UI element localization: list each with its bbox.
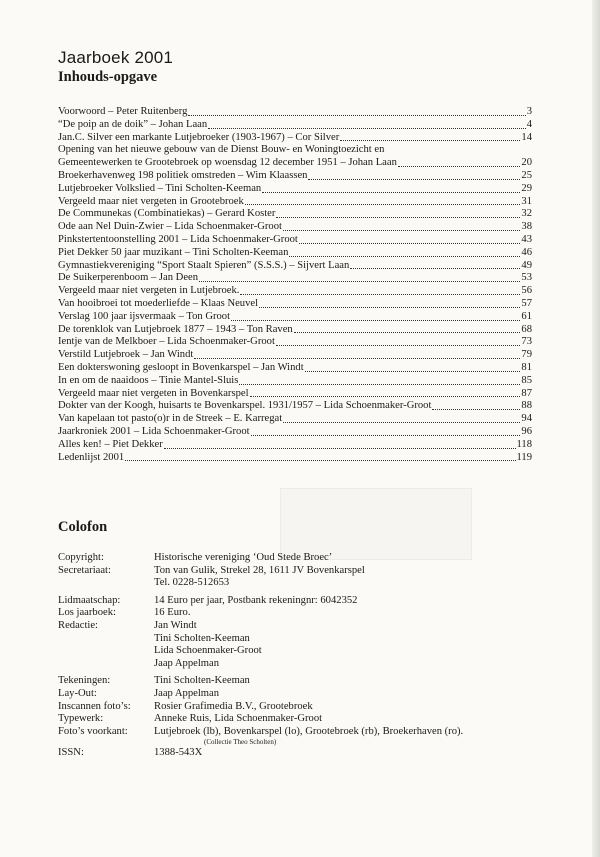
toc-dot-leader bbox=[259, 307, 520, 308]
toc-entry bbox=[58, 388, 532, 401]
colofon-label: Secretariaat: bbox=[58, 564, 111, 576]
toc-entry-title: Jaarkroniek 2001 – Lida Schoenmaker-Groot bbox=[58, 425, 250, 437]
toc-entry-title: Vergeeld maar niet vergeten in Grootebroek bbox=[58, 195, 244, 207]
toc-entry-page: 4 bbox=[526, 118, 532, 130]
toc-dot-leader bbox=[251, 435, 521, 436]
toc-entry bbox=[58, 221, 532, 234]
toc-entry bbox=[58, 106, 532, 119]
colofon-row bbox=[58, 726, 538, 748]
colofon-value-line: Rosier Grafimedia B.V., Grootebroek bbox=[154, 700, 313, 712]
toc-entry-page: 49 bbox=[521, 259, 532, 271]
toc-dot-leader bbox=[276, 345, 521, 346]
toc-entry-title: Alles ken! – Piet Dekker bbox=[58, 438, 163, 450]
toc-entry bbox=[58, 234, 532, 247]
colofon-value-line: Historische vereniging ‘Oud Stede Broec’ bbox=[154, 552, 333, 563]
toc-entry-title: Van kapelaan tot pasto(o)r in de Streek – E. Karregat bbox=[58, 413, 283, 425]
toc-entry bbox=[58, 298, 532, 311]
toc-dot-leader bbox=[239, 384, 520, 385]
toc-dot-leader bbox=[164, 448, 516, 449]
colofon-value-line: 14 Euro per jaar, Postbank rekeningnr: 6042352 bbox=[154, 594, 358, 606]
toc-entry-title: Ode aan Nel Duin-Zwier – Lida Schoenmaker-Groot bbox=[58, 221, 282, 233]
toc-entry-page: 88 bbox=[521, 400, 532, 412]
toc-dot-leader bbox=[262, 192, 520, 193]
colofon-row bbox=[58, 747, 538, 760]
toc-entry-title: In en om de naaidoos – Tinie Mantel-Sluis bbox=[58, 374, 239, 386]
toc-entry-title: Voorwoord – Peter Ruitenberg bbox=[58, 106, 188, 117]
colofon-value-line: Lutjebroek (lb), Bovenkarspel (lo), Grootebroek (rb), Broekerhaven (ro). bbox=[154, 725, 464, 737]
toc-entry bbox=[58, 119, 532, 132]
toc-entry bbox=[58, 196, 532, 209]
toc-entry bbox=[58, 272, 532, 285]
toc-dot-leader bbox=[283, 230, 520, 231]
colofon-value bbox=[154, 565, 538, 590]
toc-entry-page: 85 bbox=[521, 374, 532, 386]
toc-entry-page: 38 bbox=[521, 221, 532, 233]
colofon-note: (Collectie Theo Scholten) bbox=[204, 738, 277, 747]
toc-entry-title: Gymnastiekvereniging “Sport Staalt Spieren” (S.S.S.) – Sijvert Laan bbox=[58, 259, 350, 271]
toc-entry-page: 29 bbox=[521, 182, 532, 194]
colofon-row bbox=[58, 713, 538, 726]
toc-entry-title: De torenklok van Lutjebroek 1877 – 1943 – Ton Raven bbox=[58, 323, 293, 335]
toc-entry-page: 3 bbox=[526, 106, 532, 117]
toc-dot-leader bbox=[350, 268, 520, 269]
colofon-value bbox=[154, 688, 538, 701]
colofon-value bbox=[154, 675, 538, 688]
colofon-value-line: Jan Windt bbox=[154, 619, 197, 631]
colofon-value bbox=[154, 595, 538, 608]
colofon-value bbox=[154, 620, 538, 670]
colofon-value-line: Lida Schoenmaker-Groot bbox=[154, 645, 262, 657]
toc-entry-page: 20 bbox=[521, 157, 532, 169]
toc-dot-leader bbox=[305, 371, 521, 372]
toc-entry-title: Jan.C. Silver een markante Lutjebroeker (1903-1967) – Cor Silver bbox=[58, 131, 340, 143]
colofon-label: Los jaarboek: bbox=[58, 607, 116, 619]
colofon-label: ISSN: bbox=[58, 747, 84, 759]
toc-entry-page: 81 bbox=[521, 361, 532, 373]
colofon-row bbox=[58, 552, 538, 565]
toc-entry-first-line: Opening van het nieuwe gebouw van de Dienst Bouw- en Woningtoezicht en bbox=[58, 144, 385, 156]
toc-entry bbox=[58, 426, 532, 439]
colofon-label: Typewerk: bbox=[58, 713, 104, 725]
toc-dot-leader bbox=[250, 396, 521, 397]
toc-entry-title: Verstild Lutjebroek – Jan Windt bbox=[58, 349, 194, 361]
toc-entry bbox=[58, 324, 532, 337]
toc-entry-title: Van hooibroei tot moederliefde – Klaas Neuvel bbox=[58, 297, 259, 309]
toc-dot-leader bbox=[432, 409, 520, 410]
colofon-label: Foto’s voorkant: bbox=[58, 725, 128, 737]
toc-entry bbox=[58, 247, 532, 260]
toc-entry bbox=[58, 132, 532, 145]
page-title: Jaarboek 2001 bbox=[58, 48, 174, 67]
colofon-value bbox=[154, 726, 538, 748]
toc-entry-title: Vergeeld maar niet vergeten in Lutjebroek. bbox=[58, 285, 240, 297]
colofon-block bbox=[58, 552, 538, 760]
toc-entry-page: 57 bbox=[521, 297, 532, 309]
colofon-row bbox=[58, 675, 538, 688]
toc-entry-title: Vergeeld maar niet vergeten in Bovenkarspel bbox=[58, 387, 249, 399]
toc-dot-leader bbox=[199, 281, 520, 282]
toc-dot-leader bbox=[240, 294, 520, 295]
toc-entry-title: Piet Dekker 50 jaar muzikant – Tini Scholten-Keeman bbox=[58, 246, 289, 258]
toc-dot-leader bbox=[398, 166, 521, 167]
colofon-value bbox=[154, 552, 538, 565]
colofon-row bbox=[58, 688, 538, 701]
toc-entry bbox=[58, 349, 532, 362]
toc-dot-leader bbox=[125, 460, 515, 461]
colofon-value-line: Ton van Gulik, Strekel 28, 1611 JV Bovenkarspel bbox=[154, 564, 365, 576]
colofon-value-line: Jaap Appelman bbox=[154, 657, 220, 669]
toc-entry bbox=[58, 336, 532, 349]
colofon-label: Redactie: bbox=[58, 619, 99, 631]
toc-dot-leader bbox=[194, 358, 520, 359]
toc-entry-title: Dokter van der Koogh, huisarts te Bovenkarspel. 1931/1957 – Lida Schoenmaker-Groot bbox=[58, 400, 432, 412]
toc-entry-page: 53 bbox=[521, 272, 532, 284]
colofon-value bbox=[154, 701, 538, 714]
toc-dot-leader bbox=[231, 320, 520, 321]
toc-entry-title: De Communekas (Combinatiekas) – Gerard Koster bbox=[58, 208, 276, 220]
toc-entry-title: Ledenlijst 2001 bbox=[58, 451, 125, 463]
toc-entry bbox=[58, 413, 532, 426]
toc-entry-title: Ientje van de Melkboer – Lida Schoenmaker-Groot bbox=[58, 336, 275, 348]
colofon-value-line: Jaap Appelman bbox=[154, 687, 220, 699]
toc-entry-page: 87 bbox=[521, 387, 532, 399]
toc-dot-leader bbox=[294, 332, 521, 333]
colofon-row bbox=[58, 607, 538, 620]
toc-dot-leader bbox=[289, 256, 520, 257]
toc-entry-title: De Suikerperenboom – Jan Deen bbox=[58, 272, 199, 284]
colofon-label: Lay-Out: bbox=[58, 687, 97, 699]
colofon-row bbox=[58, 595, 538, 608]
colofon-value bbox=[154, 713, 538, 726]
colofon-label: Inscannen foto’s: bbox=[58, 700, 131, 712]
toc-entry-page: 119 bbox=[516, 451, 532, 463]
toc-entry-page: 61 bbox=[521, 310, 532, 322]
colofon-value-line: 1388-543X bbox=[154, 747, 203, 759]
colofon-label: Copyright: bbox=[58, 552, 104, 563]
toc-dot-leader bbox=[299, 243, 521, 244]
toc-entry-page: 31 bbox=[521, 195, 532, 207]
toc-entry bbox=[58, 183, 532, 196]
toc-dot-leader bbox=[245, 204, 521, 205]
colofon-label: Lidmaatschap: bbox=[58, 594, 121, 606]
toc-entry bbox=[58, 439, 532, 452]
toc-entry-page: 56 bbox=[521, 285, 532, 297]
toc-entry-title: Een dokterswoning gesloopt in Bovenkarspel – Jan Windt bbox=[58, 361, 304, 373]
toc-dot-leader bbox=[283, 422, 520, 423]
toc-heading: Inhouds-opgave bbox=[58, 69, 158, 85]
colofon-row bbox=[58, 565, 538, 590]
colofon-value bbox=[154, 607, 538, 620]
colofon-label: Tekeningen: bbox=[58, 675, 111, 687]
toc-entry bbox=[58, 311, 532, 324]
toc-entry-page: 32 bbox=[521, 208, 532, 220]
colofon-row bbox=[58, 620, 538, 670]
faded-watermark-image bbox=[280, 488, 472, 560]
toc-entry-title: Lutjebroeker Volkslied – Tini Scholten-Keeman bbox=[58, 182, 262, 194]
toc-entry bbox=[58, 260, 532, 273]
toc-entry-page: 79 bbox=[521, 349, 532, 361]
toc-dot-leader bbox=[276, 217, 520, 218]
toc-entry-page: 68 bbox=[521, 323, 532, 335]
toc-entry bbox=[58, 452, 532, 465]
toc-entry bbox=[58, 285, 532, 298]
toc-entry bbox=[58, 362, 532, 375]
toc-entry-page: 46 bbox=[521, 246, 532, 258]
colofon-value-line: Tini Scholten-Keeman bbox=[154, 675, 250, 687]
colofon-value-line: Anneke Ruis, Lida Schoenmaker-Groot bbox=[154, 713, 323, 725]
toc-entry-title: “De poip an de doik” – Johan Laan bbox=[58, 118, 208, 130]
colofon-value bbox=[154, 747, 538, 760]
toc-entry bbox=[58, 157, 532, 170]
toc-entry bbox=[58, 170, 532, 183]
toc-entry-page: 96 bbox=[521, 425, 532, 437]
colofon-heading: Colofon bbox=[58, 519, 108, 535]
toc-entry bbox=[58, 208, 532, 221]
colofon-row bbox=[58, 701, 538, 714]
toc-entry-title: Broekerhavenweg 198 politiek omstreden – Wim Klaassen bbox=[58, 169, 308, 181]
toc-entry bbox=[58, 375, 532, 388]
toc-entry-page: 14 bbox=[521, 131, 532, 143]
toc-entry-title: Verslag 100 jaar ijsvermaak – Ton Groot bbox=[58, 310, 231, 322]
toc-entry-page: 25 bbox=[521, 169, 532, 181]
colofon-value-line: Tini Scholten-Keeman bbox=[154, 632, 250, 644]
toc-dot-leader bbox=[308, 179, 520, 180]
colofon-value-line: 16 Euro. bbox=[154, 607, 191, 619]
toc-entry-page: 73 bbox=[521, 336, 532, 348]
table-of-contents bbox=[58, 106, 532, 464]
toc-entry-page: 94 bbox=[521, 413, 532, 425]
toc-entry-title: Gemeentewerken te Grootebroek op woensdag 12 december 1951 – Johan Laan bbox=[58, 157, 397, 169]
toc-dot-leader bbox=[188, 115, 525, 116]
toc-entry-page: 43 bbox=[521, 233, 532, 245]
toc-entry-page: 118 bbox=[516, 438, 532, 450]
toc-dot-leader bbox=[340, 140, 520, 141]
page-edge-shadow bbox=[592, 0, 600, 857]
colofon-value-line: Tel. 0228-512653 bbox=[154, 577, 230, 589]
toc-dot-leader bbox=[208, 128, 526, 129]
toc-entry bbox=[58, 400, 532, 413]
toc-entry-title: Pinkstertentoonstelling 2001 – Lida Schoenmaker-Groot bbox=[58, 233, 298, 245]
